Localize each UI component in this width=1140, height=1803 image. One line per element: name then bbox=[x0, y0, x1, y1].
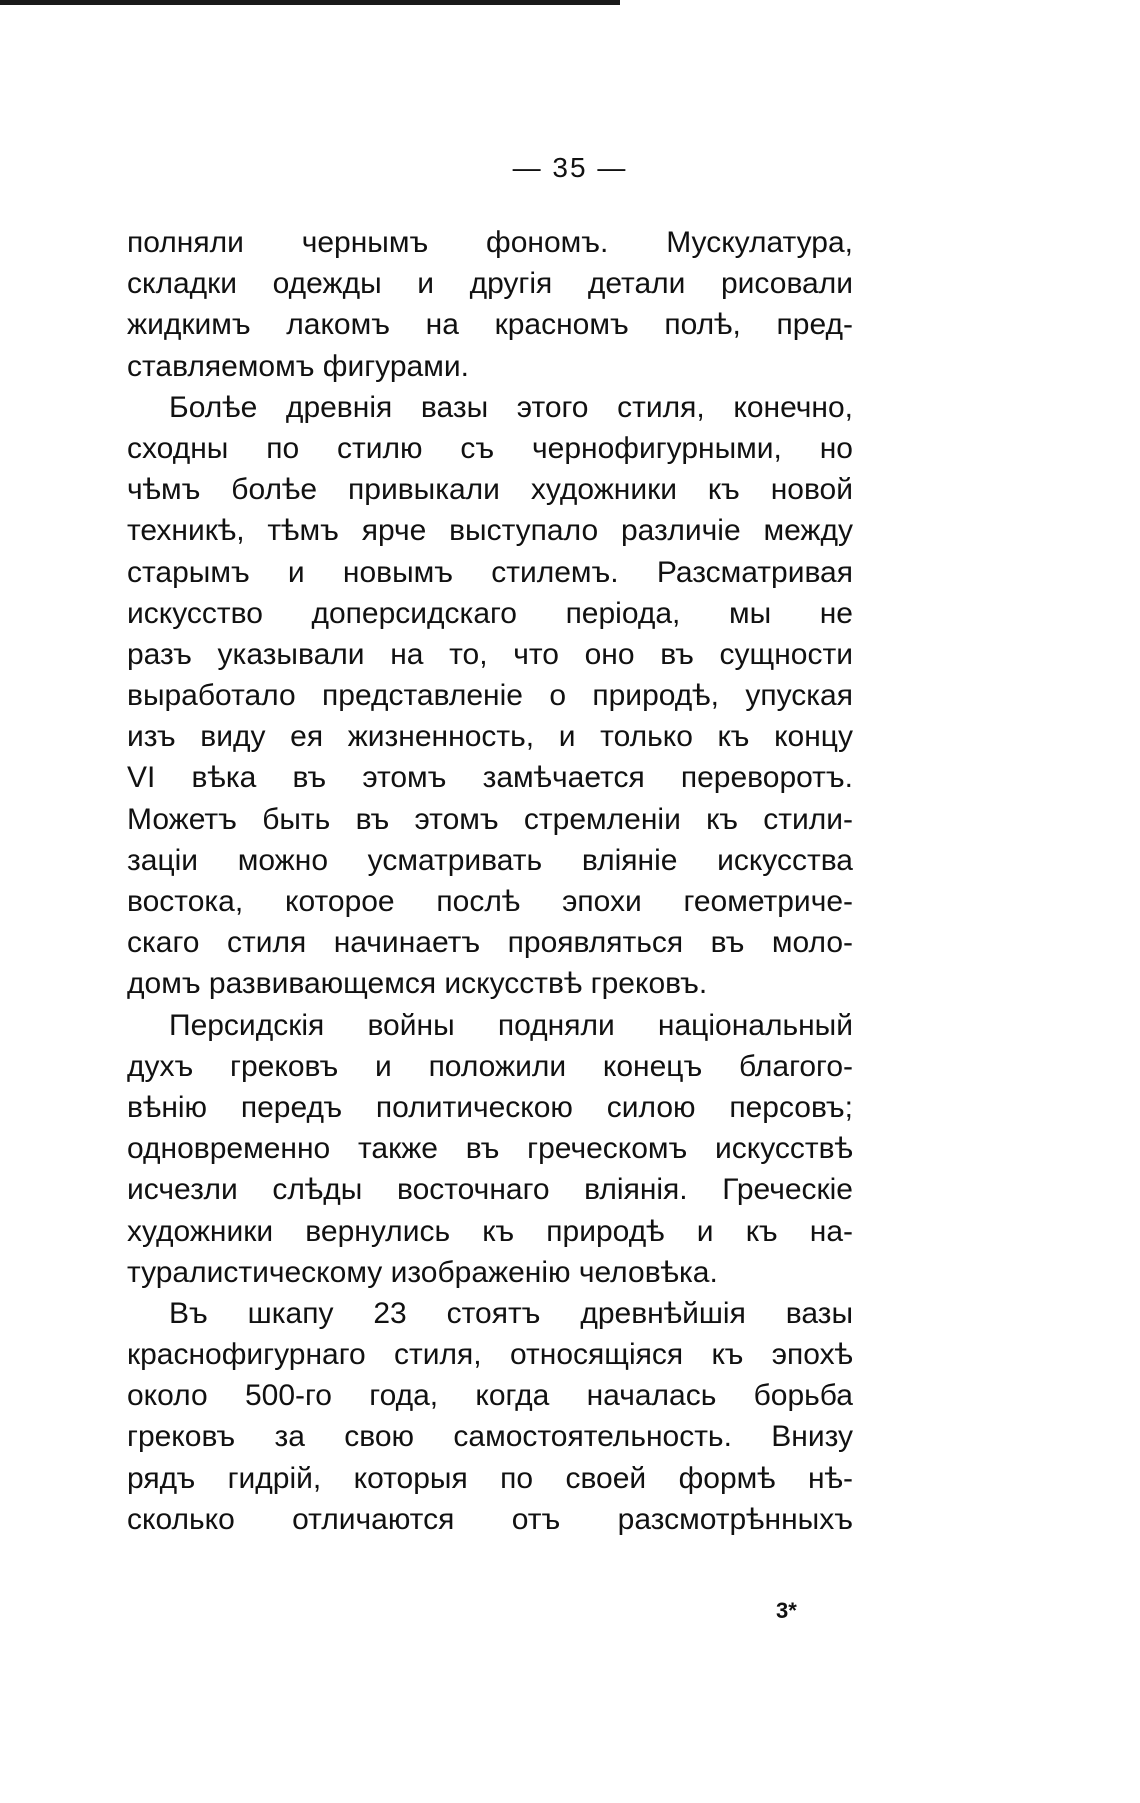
text-line: домъ развивающемся искусствѣ грековъ. bbox=[127, 967, 708, 1001]
text-line: сколько отличаются отъ разсмотрѣнныхъ bbox=[127, 1502, 853, 1536]
text-line: краснофигурнаго стиля, относящіяся къ эпохѣ bbox=[127, 1338, 853, 1372]
text-line: исчезли слѣды восточнаго вліянія. Греческіе bbox=[127, 1173, 853, 1207]
text-line: туралистическому изображенію человѣка. bbox=[127, 1255, 718, 1289]
text-line: старымъ и новымъ стилемъ. Разсматривая bbox=[127, 555, 853, 589]
text-line: Персидскія войны подняли національный bbox=[169, 1008, 853, 1042]
text-line: разъ указывали на то, что оно въ сущности bbox=[127, 637, 853, 671]
page-number: — 35 — bbox=[512, 152, 628, 183]
text-line: полняли чернымъ фономъ. Мускулатура, bbox=[127, 226, 853, 259]
text-line: художники вернулись къ природѣ и къ на- bbox=[127, 1214, 853, 1248]
text-line: складки одежды и другія детали рисовали bbox=[127, 267, 853, 301]
text-line: изъ виду ея жизненность, и только къ концу bbox=[127, 720, 853, 754]
text-line: около 500-го года, когда началась борьба bbox=[127, 1379, 853, 1413]
text-line: одновременно также въ греческомъ искусствѣ bbox=[127, 1132, 853, 1166]
text-line: чѣмъ болѣе привыкали художники къ новой bbox=[127, 473, 853, 507]
text-line: рядъ гидрій, которыя по своей формѣ нѣ- bbox=[127, 1461, 853, 1495]
scan-top-edge bbox=[0, 0, 620, 5]
text-line: Болѣе древнія вазы этого стиля, конечно, bbox=[169, 390, 853, 424]
text-line: техникѣ, тѣмъ ярче выступало различіе между bbox=[127, 514, 853, 548]
text-line: скаго стиля начинаетъ проявляться въ моло- bbox=[127, 926, 853, 960]
text-line: жидкимъ лакомъ на красномъ полѣ, пред- bbox=[127, 308, 853, 342]
text-line: ставляемомъ фигурами. bbox=[127, 349, 469, 383]
text-line: Въ шкапу 23 стоятъ древнѣйшія вазы bbox=[169, 1296, 853, 1330]
text-line: сходны по стилю съ чернофигурными, но bbox=[127, 431, 853, 465]
text-line: духъ грековъ и положили конецъ благого- bbox=[127, 1049, 853, 1083]
text-line: Можетъ быть въ этомъ стремленіи къ стили- bbox=[127, 802, 853, 836]
text-line: вѣнію передъ политическою силою персовъ; bbox=[127, 1090, 853, 1124]
text-line: грековъ за свою самостоятельность. Внизу bbox=[127, 1420, 853, 1454]
text-line: выработало представленіе о природѣ, упуская bbox=[127, 679, 853, 713]
text-line: VI вѣка въ этомъ замѣчается переворотъ. bbox=[127, 761, 853, 795]
text-line: востока, которое послѣ эпохи геометриче- bbox=[127, 885, 853, 918]
signature-mark: 3* bbox=[776, 1598, 797, 1623]
body-text bbox=[127, 222, 853, 1540]
text-line: заціи можно усматривать вліяніе искусства bbox=[127, 843, 853, 877]
text-line: искусство доперсидскаго періода, мы не bbox=[127, 596, 853, 630]
